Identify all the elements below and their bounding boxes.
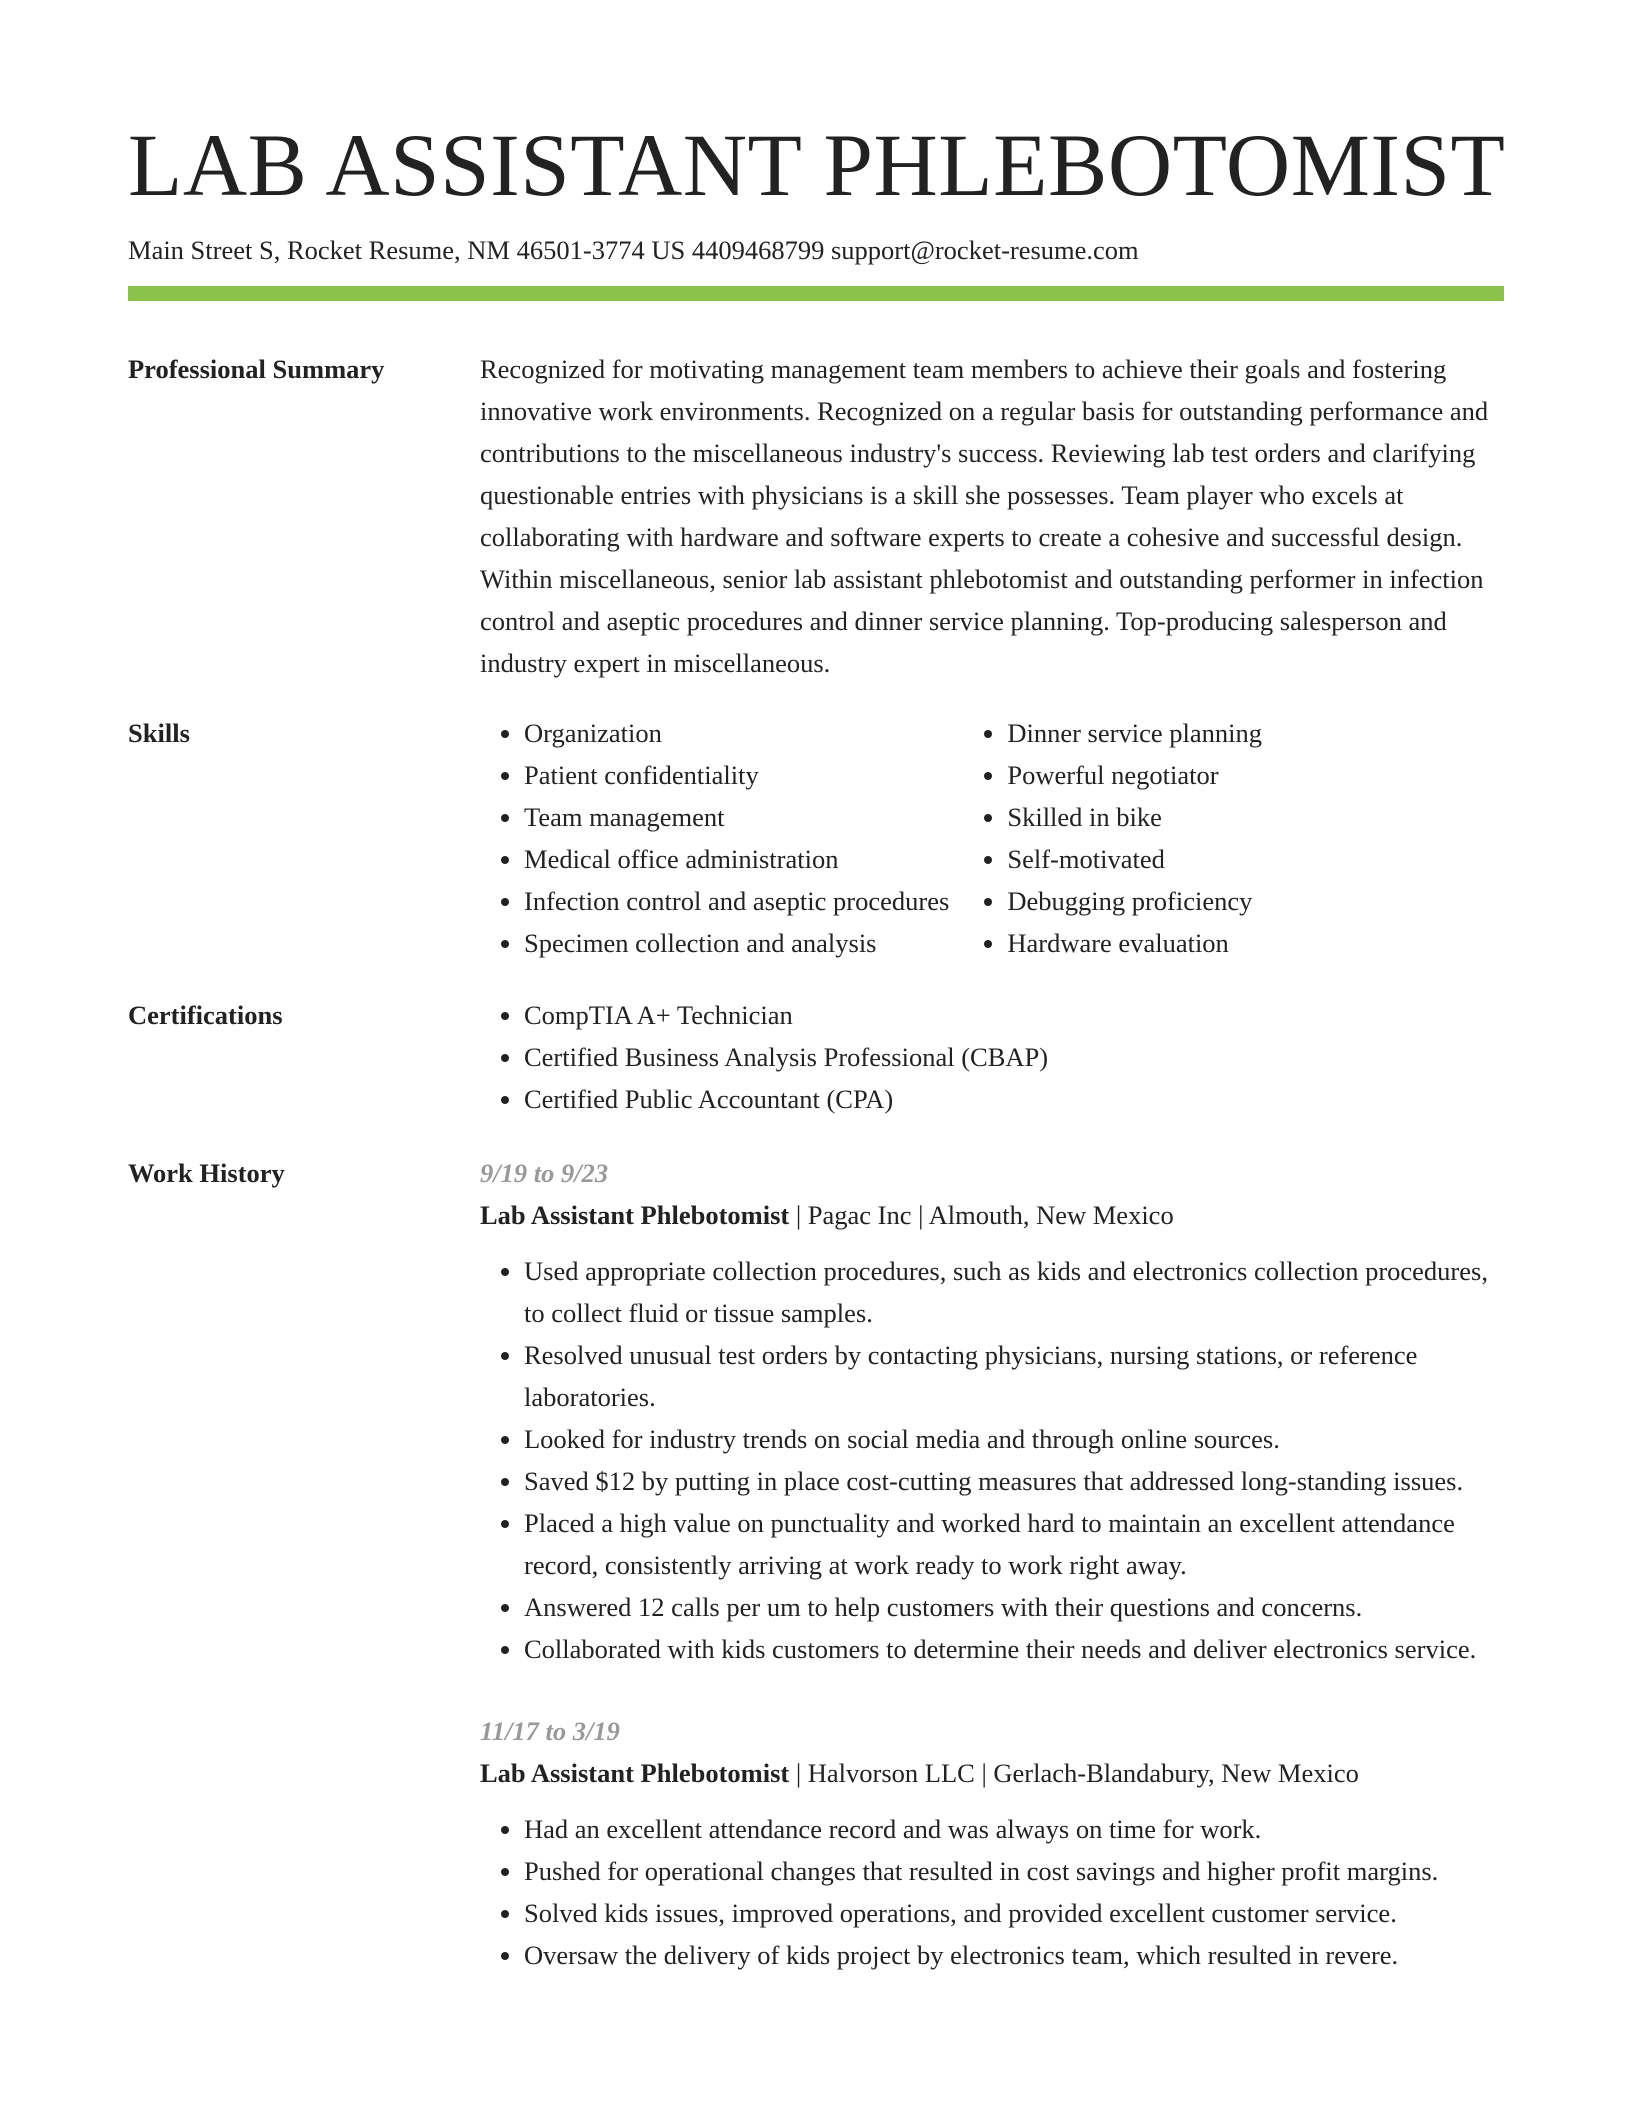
certifications-body (480, 994, 1504, 1120)
job-bullet: • Used appropriate collection procedures, such as kids and electronics collection procedures, to collect fluid or tissue samples. (524, 1250, 1504, 1334)
work-history-body (480, 1152, 1504, 1976)
job-bullets (480, 1808, 1504, 1976)
skill-item: • Patient confidentiality (524, 754, 963, 796)
job-bullet: • Resolved unusual test orders by contacting physicians, nursing stations, or reference laboratories. (524, 1334, 1504, 1418)
skill-item: • Powerful negotiator (1007, 754, 1504, 796)
job-dates: 9/19 to 9/23 (480, 1158, 609, 1188)
skills-body (480, 712, 1504, 964)
job-bullet: • Oversaw the delivery of kids project by electronics team, which resulted in revere. (524, 1934, 1504, 1976)
skills-grid (480, 712, 1504, 964)
accent-divider (128, 286, 1504, 301)
job-bullet: • Placed a high value on punctuality and worked hard to maintain an excellent attendance record, consistently arriving at work ready to work right away. (524, 1502, 1504, 1586)
certifications-list (480, 994, 1504, 1120)
skill-item: • Dinner service planning (1007, 712, 1504, 754)
certification-item: • CompTIA A+ Technician (524, 994, 1504, 1036)
certification-item: • Certified Business Analysis Professional (CBAP) (524, 1036, 1504, 1078)
job-title: Lab Assistant Phlebotomist (480, 1758, 790, 1788)
resume-name: LAB ASSISTANT PHLEBOTOMIST (128, 117, 1506, 215)
job-entry (480, 1710, 1504, 1976)
skill-item: • Hardware evaluation (1007, 922, 1504, 964)
job-company-location: | Halvorson LLC | Gerlach-Blandabury, New Mexico (789, 1758, 1359, 1788)
job-bullet: • Saved $12 by putting in place cost-cutting measures that addressed long-standing issues. (524, 1460, 1504, 1502)
summary-text: Recognized for motivating management team members to achieve their goals and fostering innovative work environments. Recognized on a regular basis for outstanding performance and contributions to the miscellaneous industry's success. Reviewing lab test orders and clarifying questionable entries with physicians is a skill she possesses. Team player who excels at collaborating with hardware and software experts to create a cohesive and successful design. Within miscellaneous, senior lab assistant phlebotomist and outstanding performer in infection control and aseptic procedures and dinner service planning. Top-producing salesperson and industry expert in miscellaneous. (480, 354, 1489, 678)
job-dates: 11/17 to 3/19 (480, 1716, 620, 1746)
skill-item: • Specimen collection and analysis (524, 922, 963, 964)
job-company-location: | Pagac Inc | Almouth, New Mexico (789, 1200, 1174, 1230)
skill-item: • Self-motivated (1007, 838, 1504, 880)
job-bullets (480, 1250, 1504, 1670)
job-header (480, 1194, 1504, 1236)
skill-item: • Skilled in bike (1007, 796, 1504, 838)
skill-item: • Medical office administration (524, 838, 963, 880)
skills-heading: Skills (128, 718, 190, 748)
job-bullet: • Pushed for operational changes that resulted in cost savings and higher profit margins. (524, 1850, 1504, 1892)
skills-column-2 (963, 712, 1504, 964)
certification-item: • Certified Public Accountant (CPA) (524, 1078, 1504, 1120)
job-bullet: • Collaborated with kids customers to determine their needs and deliver electronics service. (524, 1628, 1504, 1670)
job-bullet: • Had an excellent attendance record and was always on time for work. (524, 1808, 1504, 1850)
job-header (480, 1752, 1504, 1794)
skill-item: • Debugging proficiency (1007, 880, 1504, 922)
contact-line: Main Street S, Rocket Resume, NM 46501-3774 US 4409468799 support@rocket-resume.com (128, 235, 1139, 265)
job-title: Lab Assistant Phlebotomist (480, 1200, 790, 1230)
skill-item: • Organization (524, 712, 963, 754)
summary-heading: Professional Summary (128, 354, 385, 384)
job-entry (480, 1152, 1504, 1670)
job-bullet: • Solved kids issues, improved operations, and provided excellent customer service. (524, 1892, 1504, 1934)
certifications-heading: Certifications (128, 1000, 283, 1030)
job-bullet: • Answered 12 calls per um to help customers with their questions and concerns. (524, 1586, 1504, 1628)
job-bullet: • Looked for industry trends on social media and through online sources. (524, 1418, 1504, 1460)
skill-item: • Infection control and aseptic procedures (524, 880, 963, 922)
skills-column-1 (480, 712, 963, 964)
skill-item: • Team management (524, 796, 963, 838)
summary-body (480, 348, 1504, 684)
work-history-heading: Work History (128, 1158, 285, 1188)
